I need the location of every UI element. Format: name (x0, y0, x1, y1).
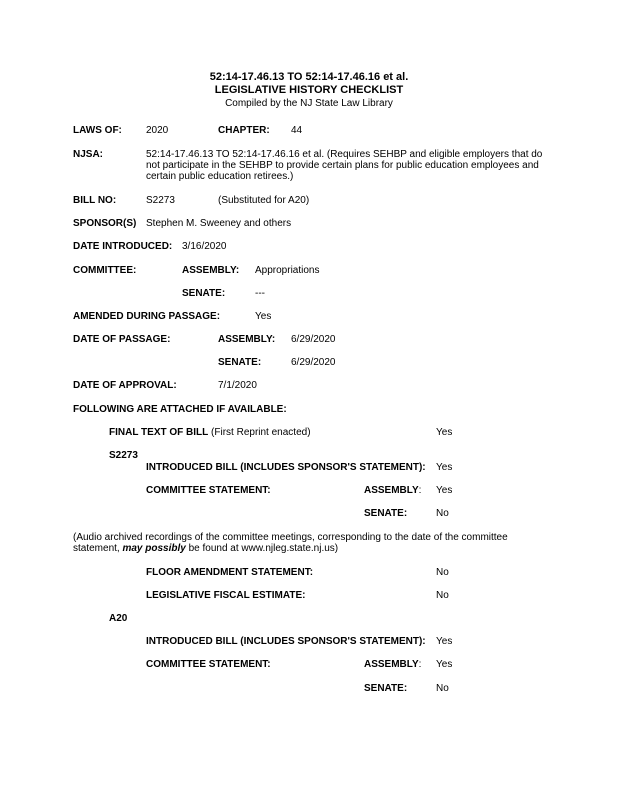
date-of-passage-label: DATE OF PASSAGE: (73, 334, 171, 345)
audio-note-emphasis: may possibly (122, 543, 186, 554)
s2273-senate-value: No (436, 508, 449, 519)
s2273-introduced-value: Yes (436, 462, 453, 473)
sponsors-value: Stephen M. Sweeney and others (146, 218, 292, 229)
passage-senate-value: 6/29/2020 (291, 357, 336, 368)
njsa-text-line-3: certain public education retirees.) (146, 171, 294, 182)
amended-label: AMENDED DURING PASSAGE: (73, 311, 221, 322)
bill-no-label: BILL NO: (73, 195, 117, 206)
s2273-assembly-colon: : (418, 485, 422, 496)
s2273-assembly-label: ASSEMBLY (364, 485, 419, 496)
compiled-by: Compiled by the NJ State Law Library (225, 98, 393, 109)
title-line-1: 52:14-17.46.13 TO 52:14-17.46.16 et al. (209, 71, 409, 83)
a20-senate-value: No (436, 683, 449, 694)
a20-label: A20 (109, 613, 128, 624)
a20-assembly-row (364, 659, 421, 671)
committee-senate-label: SENATE: (182, 288, 226, 299)
final-text-label: FINAL TEXT OF BILL (109, 427, 209, 438)
a20-assembly-value: Yes (436, 659, 453, 670)
chapter-label: CHAPTER: (218, 125, 270, 136)
floor-amendment-value: No (436, 567, 449, 578)
title-line-2: LEGISLATIVE HISTORY CHECKLIST (214, 84, 404, 96)
s2273-introduced-label: INTRODUCED BILL (INCLUDES SPONSOR'S STATEMENT): (146, 462, 426, 473)
a20-senate-label: SENATE: (364, 683, 408, 694)
a20-assembly-label: ASSEMBLY (364, 659, 419, 670)
laws-of-value: 2020 (146, 125, 169, 136)
final-text-row (109, 427, 311, 439)
a20-introduced-label: INTRODUCED BILL (INCLUDES SPONSOR'S STATEMENT): (146, 636, 426, 647)
amended-value: Yes (255, 311, 272, 322)
s2273-committee-label: COMMITTEE STATEMENT: (146, 485, 271, 496)
njsa-label: NJSA: (73, 149, 104, 160)
audio-note-line-1: (Audio archived recordings of the committee meetings, corresponding to the date of the committee (73, 532, 508, 543)
committee-assembly-value: Appropriations (255, 265, 320, 276)
audio-note-pre: statement, (73, 543, 123, 554)
passage-assembly-label: ASSEMBLY: (218, 334, 276, 345)
committee-assembly-label: ASSEMBLY: (182, 265, 240, 276)
a20-assembly-colon: : (418, 659, 422, 670)
passage-assembly-value: 6/29/2020 (291, 334, 336, 345)
date-of-approval-label: DATE OF APPROVAL: (73, 380, 177, 391)
njsa-text-line-1: 52:14-17.46.13 TO 52:14-17.46.16 et al. (Requires SEHBP and eligible employers that do (146, 149, 543, 160)
date-of-approval-value: 7/1/2020 (218, 380, 257, 391)
audio-note-post: be found at www.njleg.state.nj.us) (185, 543, 339, 554)
committee-senate-value: --- (255, 288, 265, 299)
bill-no-value: S2273 (146, 195, 175, 206)
final-text-note: (First Reprint enacted) (211, 427, 311, 438)
date-introduced-label: DATE INTRODUCED: (73, 241, 173, 252)
bill-no-note: (Substituted for A20) (218, 195, 310, 206)
s2273-senate-label: SENATE: (364, 508, 408, 519)
audio-note-line-2 (73, 543, 338, 555)
sponsors-label: SPONSOR(S) (73, 218, 137, 229)
laws-of-label: LAWS OF: (73, 125, 122, 136)
fiscal-estimate-value: No (436, 590, 449, 601)
floor-amendment-label: FLOOR AMENDMENT STATEMENT: (146, 567, 314, 578)
s2273-label: S2273 (109, 450, 138, 461)
s2273-assembly-row (364, 485, 421, 497)
fiscal-estimate-label: LEGISLATIVE FISCAL ESTIMATE: (146, 590, 306, 601)
a20-introduced-value: Yes (436, 636, 453, 647)
attached-heading: FOLLOWING ARE ATTACHED IF AVAILABLE: (73, 404, 287, 415)
njsa-text-line-2: not participate in the SEHBP to provide certain plans for public education employees and (146, 160, 539, 171)
chapter-value: 44 (291, 125, 303, 136)
committee-label: COMMITTEE: (73, 265, 137, 276)
passage-senate-label: SENATE: (218, 357, 262, 368)
s2273-assembly-value: Yes (436, 485, 453, 496)
a20-committee-label: COMMITTEE STATEMENT: (146, 659, 271, 670)
final-text-value: Yes (436, 427, 453, 438)
date-introduced-value: 3/16/2020 (182, 241, 227, 252)
